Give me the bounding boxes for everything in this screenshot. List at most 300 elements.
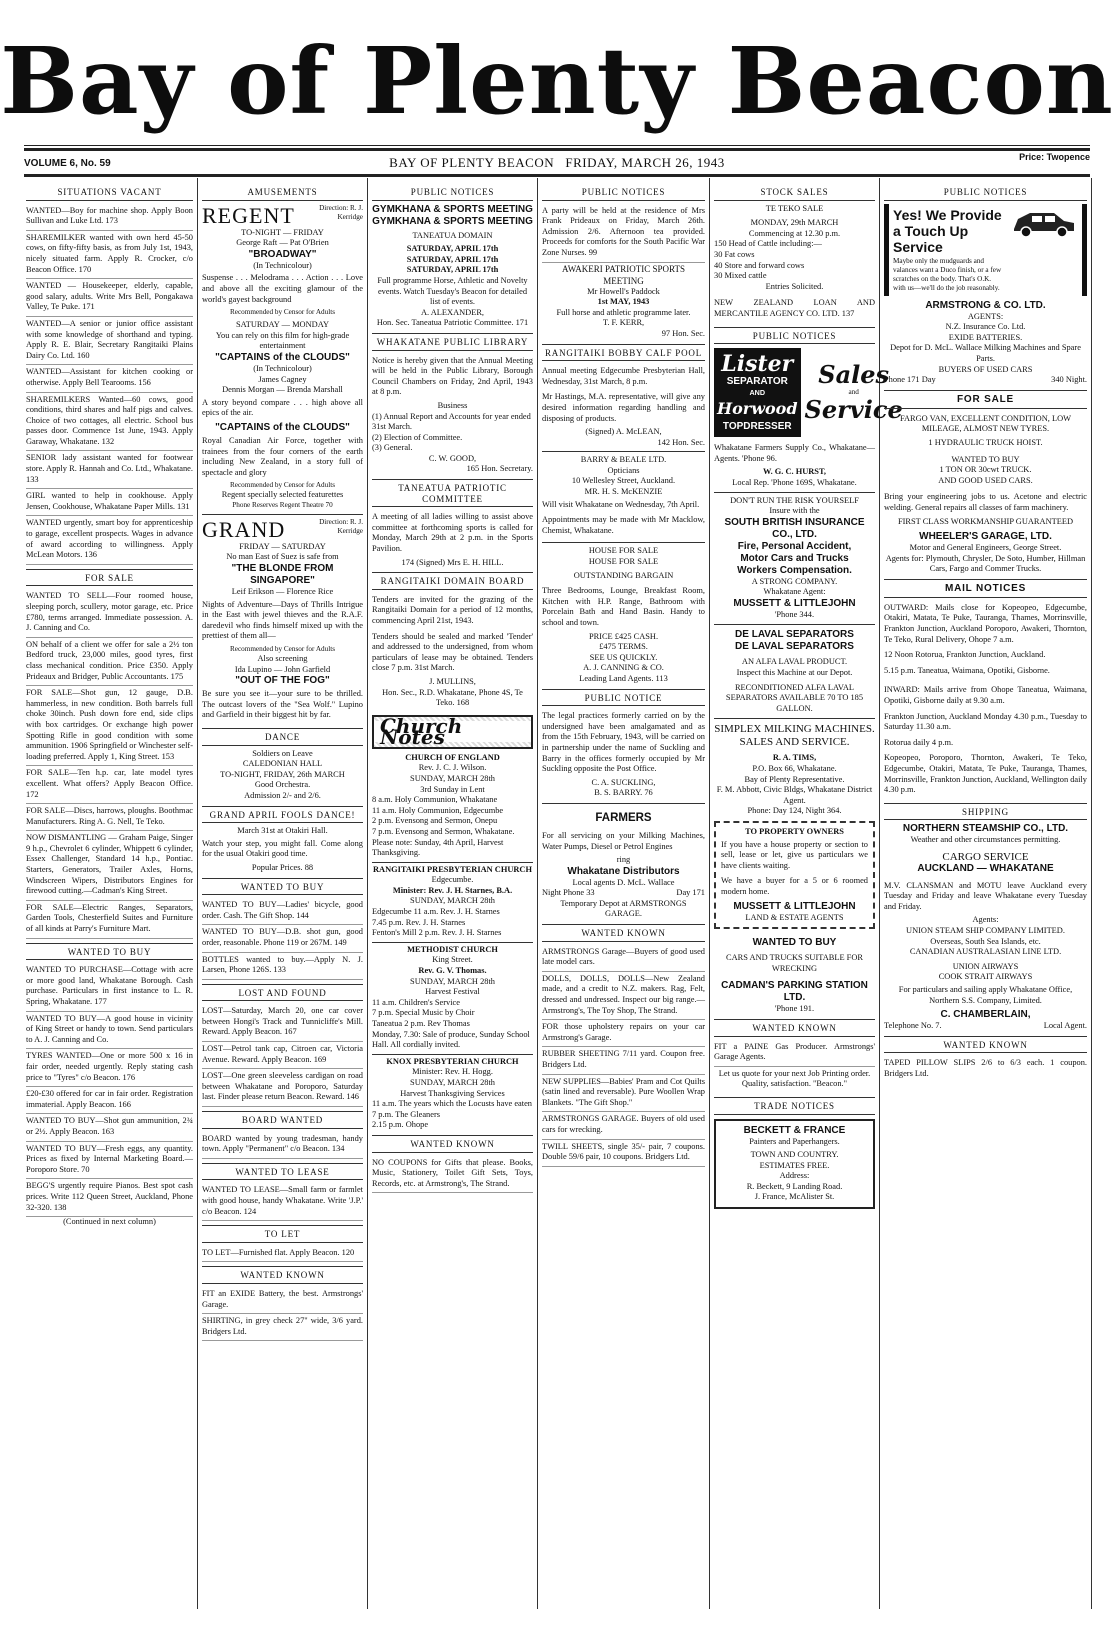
and-script: and [848, 388, 859, 397]
touch-up-headline: Yes! We Provide a Touch Up Service [893, 206, 1002, 255]
film-note: No man East of Suez is safe from [226, 552, 339, 562]
church-line: 7 p.m. The Gleaners [372, 1109, 440, 1119]
notice-line: AN ALFA LAVAL PRODUCT. [741, 657, 848, 667]
classified-ad: SHIRTING, in grey check 27" wide, 3/6 yard. Bridgers Ltd. [202, 1314, 363, 1341]
notice-line: For all servicing on your Milking Machines, Water Pumps, Diesel or Petrol Engines [542, 830, 705, 851]
notice-line: Whakatane Farmers Supply Co., Whakatane—Agents. 'Phone 96. [714, 443, 875, 463]
classified-ad: ARMSTRONGS GARAGE. Buyers of old used cars for wrecking. [542, 1112, 705, 1139]
classified-ad: RUBBER SHEETING 7/11 yard. Coupon free. Bridgers Ltd. [542, 1047, 705, 1074]
notice-line: F. M. Abbott, Civic Bldgs, Whakatane District Agent. [716, 785, 873, 805]
notice-line: Opticians [607, 465, 640, 475]
film-note: You can rely on this film for high-grade entertainment [215, 330, 350, 351]
stock-line: 30 Fat cows [714, 249, 755, 259]
church-line: Harvest Festival [425, 987, 480, 997]
night-phone: 340 Night. [1051, 375, 1087, 385]
notice-line: TANEATUA DOMAIN [412, 230, 493, 240]
church-notes-title: Church Notes [374, 721, 531, 742]
notice-heading: AWAKERI PATRIOTIC SPORTS MEETING [562, 263, 685, 286]
section-public-notices: PUBLIC NOTICES [542, 184, 705, 201]
notice-line: A party will be held at the residence of Mrs Frank Prideaux on Friday, March 26th. Admission 2/6. Afternoon tea provided. Proceeds for comforts for the South Pacific War Zone Nurses. 99 [542, 204, 705, 263]
lister-separator: SEPARATOR [726, 376, 788, 388]
notice-line: Tenders are invited for the grazing of the Rangitaiki Domain for a period of 12 months, commencing April 21st, 1943. [372, 594, 533, 625]
notice-line: A. ALEXANDER, [420, 307, 485, 317]
film-description: A story beyond compare . . . high above all epics of the air. [202, 397, 363, 418]
notice-line: CARS AND TRUCKS SUITABLE FOR WRECKING [726, 953, 863, 973]
masthead-rule-top [24, 145, 1090, 146]
church-line: Taneatua 2 p.m. Rev Thomas [372, 1019, 470, 1028]
notice-line: Motor and General Engineers, George Street. [909, 543, 1062, 553]
section-wanted-known: WANTED KNOWN [372, 1135, 533, 1153]
classified-ad: LOST—One green sleeveless cardigan on road between Whakatane and Poroporo, Saturday last. Finder please return Beacon. Reward. 146 [202, 1069, 363, 1107]
church-line: SUNDAY, MARCH 28th [410, 1077, 495, 1087]
local-agent: Local Agent. [1043, 1021, 1087, 1031]
section-wanted-to-buy: WANTED TO BUY [202, 878, 363, 896]
notice-line: UNION STEAM SHIP COMPANY LIMITED. [906, 925, 1065, 935]
lister-advert [714, 348, 903, 437]
continued-note: (Continued in next column) [63, 1217, 156, 1227]
notice-line: R. Beckett, 9 Landing Road. [746, 1181, 843, 1191]
agent-name: MUSSETT & LITTLEJOHN [733, 597, 856, 609]
section-for-sale: FOR SALE [884, 390, 1087, 409]
church-line: Fenton's Mill 2 p.m. Rev. J. H. Starnes [372, 928, 502, 938]
mail-line: INWARD: Mails arrive from Ohope Taneatua, Waimana, Opotiki, Gisborne daily at 9.30 a.m. [884, 685, 1087, 706]
notice-line: A. J. CANNING & CO. [583, 663, 664, 673]
film-title: "CAPTAINS of the CLOUDS" [215, 351, 350, 363]
notice-line: 165 Hon. Secretary. [466, 464, 533, 474]
touch-up-text: Maybe only the mudguards and valances want a Duco finish, or a few scratches on the body. That's O.K. with us—we'll do the job reasonably. [893, 256, 1002, 292]
stock-line: 40 Store and forward cows [714, 260, 805, 270]
classified-ad: FOR SALE—Ten h.p. car, late model tyres excellent. What offers? Apply Beacon Office. 172 [26, 766, 193, 804]
notice-line: UNION AIRWAYS [952, 961, 1019, 971]
delaval-heading: DE LAVAL SEPARATORS [735, 641, 854, 653]
agent-name: MUSSETT & LITTLEJOHN [733, 900, 856, 912]
cadmans-name: CADMAN'S PARKING STATION LTD. [721, 980, 868, 1004]
church-line: 2 p.m. Evensong and Sermon, Onepu [372, 816, 498, 826]
notice-line: Local agents D. McL. Wallace [572, 877, 675, 887]
classified-ad: BEGG'S urgently require Pianos. Best spot cash prices. Write 112 Queen Street, Auckland, Phone 32-320. 138 [26, 1179, 193, 1217]
notice-line: 10 Wellesley Street, Auckland. [571, 476, 676, 486]
distributor-name: Whakatane Distributors [567, 865, 680, 877]
church-line: King Street. [432, 955, 473, 965]
notice-line: Full programme Horse, Athletic and Novelty events. Watch Tuesday's Beacon for detailed list of events. [377, 275, 528, 307]
notice-line: SATURDAY, APRIL 17th [406, 265, 499, 275]
route: AUCKLAND — WHAKATANE [917, 862, 1054, 874]
notice-line: FIRST CLASS WORKMANSHIP GUARANTEED [897, 516, 1074, 526]
section-taneatua-patriotic: TANEATUA PATRIOTIC COMMITTEE [372, 479, 533, 507]
section-trade-notices: TRADE NOTICES [714, 1097, 875, 1115]
day-phone: Day 171 [676, 888, 705, 898]
notice-line: COOK STRAIT AIRWAYS [938, 972, 1033, 982]
church-line: Rev. G. V. Thomas. [418, 966, 487, 976]
notice-line: Weather and other circumstances permitting. [910, 835, 1061, 845]
classified-ad: WANTED TO BUY—Shot gun ammunition, 2¾ or 2½. Apply Beacon. 163 [26, 1114, 193, 1141]
notice-line: SATURDAY, APRIL 17th [406, 254, 499, 264]
lister-topdresser: TOPDRESSER [722, 421, 792, 433]
stock-line: Entries Solicited. [765, 281, 824, 291]
church-line: 7 p.m. Evensong and Sermon, Whakatane. [372, 826, 515, 836]
classified-ad: TYRES WANTED—One or more 500 x 16 in fair order, needed urgently. Reply stating cash price to "Tyres" c/o Beacon. 176 [26, 1049, 193, 1087]
section-domain-board: RANGITAIKI DOMAIN BOARD [372, 572, 533, 590]
section-public-notices: PUBLIC NOTICES [372, 184, 533, 201]
dateline [24, 152, 1090, 174]
notice-line: If you have a house property or section to sell, lease or let, give us particulars we have clients waiting. [721, 839, 868, 870]
simplex-heading: SIMPLEX MILKING MACHINES. [714, 718, 875, 736]
column-6 [880, 178, 1092, 1609]
classified-ad: GIRL wanted to help in cookhouse. Apply Jensen, Cookhouse, Whakatane Paper Mills. 131 [26, 489, 193, 516]
classified-ad: FOR SALE—Electric Ranges, Separators, Garden Tools, Chesterfield Suites and Furniture of all kinds at Parry's Furniture Mart. [26, 901, 193, 939]
night-phone: Night Phone 33 [542, 888, 595, 898]
classified-ad: WANTED — Housekeeper, elderly, capable, good salary, adults. Write Mrs Bell, Pongakawa Valley, Te Puke. 171 [26, 279, 193, 317]
stock-line: 150 Head of Cattle including:— [714, 239, 822, 249]
notice-line: Business [437, 400, 468, 410]
censor-note: Recommended by Censor for Adults [229, 481, 335, 490]
notice-line: P.O. Box 66, Whakatane. [752, 764, 837, 774]
church-line: Minister: Rev. J. H. Starnes, B.A. [392, 885, 513, 895]
notice-line: TOWN AND COUNTRY. [750, 1150, 839, 1160]
notice-line: (3) General. [372, 443, 413, 453]
church-line: Edgecumbe. [431, 875, 474, 885]
notice-line: Mr Howell's Paddock [587, 286, 660, 296]
church-heading: CHURCH OF ENGLAND [405, 752, 500, 762]
property-owners-box [714, 821, 875, 929]
notice-line: 1 HYDRAULIC TRUCK HOIST. [928, 437, 1043, 447]
firm-name: BECKETT & FRANCE [743, 1124, 846, 1136]
censor-note: Recommended by Censor for Adults [229, 645, 335, 654]
notice-line: CARGO SERVICE [942, 850, 1029, 863]
mail-line: Kopeopeo, Poroporo, Thornton, Awakeri, Te Teko, Edgecumbe, Otakiri, Matata, Te Puke, Tauranga, Thames, Morrinsville, Frankton Junction, Auckland, Wellington daily 4.30 p.m. [884, 753, 1087, 795]
notice-line: A meeting of all ladies willing to assist above committee at forthcoming sports is called for Monday, March 29th at 2 p.m. in the Sports Pavilion. [372, 512, 533, 554]
censor-note: Recommended by Censor for Adults [229, 308, 335, 317]
mail-line: 5.15 p.m. Taneatua, Waimana, Opotiki, Gisborne. [884, 665, 1050, 675]
church-line: SUNDAY, MARCH 28th [410, 976, 495, 986]
beckett-france-box [714, 1119, 875, 1210]
church-line: Please note: Sunday, 4th April, Harvest Thanksgiving. [372, 837, 504, 858]
classified-ad: WANTED TO BUY—A good house in vicinity of King Street or handy to town. Send particulars to A. J. Canning and Co. [26, 1012, 193, 1050]
notice-line: SEE US QUICKLY. [589, 652, 658, 662]
classified-ad: FIT an EXIDE Battery, the best. Armstrongs' Garage. [202, 1287, 363, 1314]
church-line: Harvest Thanksgiving Services [400, 1088, 505, 1098]
classified-ad: SHAREMILKER wanted with own herd 45-50 cows, on fifty-fifty basis, as from July 1st, 1943, nicely situated farm. Apply R. Crocker, c/o Beacon Office. 170 [26, 231, 193, 279]
notice-line: Insure with the [769, 506, 820, 516]
armstrong-name: ARMSTRONG & CO. LTD. [925, 299, 1046, 311]
notice-line: PRICE £425 CASH. [588, 631, 659, 641]
dance-line: March 31st at Otakiri Hall. [237, 826, 328, 836]
section-wanted-to-lease: WANTED TO LEASE [202, 1163, 363, 1181]
classified-ad: NO COUPONS for Gifts that please. Books, Music, Stationery, Toilet Gift Sets, Toys, Records, etc. at Armstrong's, The Strand. [372, 1156, 533, 1194]
section-calf-pool: RANGITAIKI BOBBY CALF POOL [542, 344, 705, 362]
notice-line: Bay of Plenty Representative. [744, 774, 845, 784]
notice-line: 97 Hon. Sec. [661, 328, 705, 338]
film-description: Suspense . . . Melodrama . . . Action . . . Love and above all the exciting glamour of the world's gayest background [202, 273, 363, 304]
notice-line: EXIDE BATTERIES. [948, 332, 1023, 342]
classified-ad: NOW DISMANTLING — Graham Paige, Singer 9 h.p., Chevrolet 6 cylinder, Whippett 6 cylinder, Essex Challenger, Standard 14 h.p., Pontiac. Starters, Generators, Trailer Axles, Horns, Windscreen Wipers, Distributors Engines for firewood cutting.—Cadman's King Street. [26, 831, 193, 901]
masthead-rule-thick [24, 148, 1090, 151]
notice-line: 1st MAY, 1943 [597, 297, 650, 307]
insurer-name: SOUTH BRITISH INSURANCE CO., LTD. [724, 516, 865, 540]
simplex-heading: SALES AND SERVICE. [739, 736, 850, 749]
section-library: WHAKATANE PUBLIC LIBRARY [372, 333, 533, 351]
dateline-rule [24, 174, 1090, 177]
notice-line: WANTED TO BUY [951, 454, 1020, 464]
stock-line: NEW ZEALAND LOAN AND MERCANTILE AGENCY CO. LTD. 137 [714, 298, 875, 318]
film-note: Regent specially selected featurettes [221, 490, 344, 500]
section-situations-vacant: SITUATIONS VACANT [26, 184, 193, 201]
notice-line: Will visit Whakatane on Wednesday, 7th April. [542, 499, 700, 509]
classified-ad: WANTED TO LEASE—Small farm or farmlet with good house, handy Whakatane. Write 'J.P.' c/o Beacon. 124 [202, 1183, 363, 1221]
masthead [0, 0, 1114, 150]
classified-ad: FOR SALE—Discs, harrows, ploughs. Boothmac Manufacturers. Ring A. G. Nell, Te Teko. [26, 804, 193, 831]
mail-line: 12 Noon Rotorua, Frankton Junction, Auckland. [884, 650, 1046, 660]
lister-logo: Lister [721, 351, 794, 378]
section-public-notices: PUBLIC NOTICES [884, 184, 1087, 201]
classified-ad: FIT a PAINE Gas Producer. Armstrongs' Garage Agents. [714, 1040, 875, 1067]
notice-line: The legal practices formerly carried on by the undersigned have been amalgamated and as from the 15th February, 1943, will be carried on in partnership under the name of Suckling and Barry in the offices formerly occupied by Mr Suckling opposite the Post Office. [542, 711, 705, 774]
notice-line: Local Rep. 'Phone 169S, Whakatane. [732, 477, 857, 487]
notice-line: We have a buyer for a 5 or 6 roomed modern home. [721, 876, 868, 896]
notice-line: Overseas, South Sea Islands, etc. [930, 936, 1041, 946]
section-for-sale: FOR SALE [26, 569, 193, 587]
section-wanted-known: WANTED KNOWN [884, 1036, 1087, 1054]
classified-ad: WANTED TO BUY—Fresh eggs, any quantity. Prices as fixed by Internal Marketing Board.—Poroporo Store. 70 [26, 1142, 193, 1180]
notice-line: Annual meeting Edgecumbe Presbyterian Hall, Wednesday, 31st March, 8 p.m. [542, 366, 705, 386]
notice-line: LAND & ESTATE AGENTS [745, 912, 844, 922]
church-line: SUNDAY, MARCH 28th [410, 896, 495, 906]
mail-line: Frankton Junction, Auckland Monday 4.30 p.m., Tuesday to Saturday 11.30 a.m. [884, 711, 1087, 732]
notice-line: B. S. BARRY. 76 [594, 788, 653, 798]
classified-ad: FOR SALE—Shot gun, 12 gauge, D.B. hammerless, in new condition. Both barrels full choke 30inch. Push down fore end, side clips with box cartridges. Or exchange high power Spotting Rifle in good condition with some ammunition. 1906 Springfield or Winchester self-loading preferred. Apply 1, King Street. 153 [26, 686, 193, 766]
notice-heading: GYMKHANA & SPORTS MEETING [372, 203, 533, 215]
notice-heading: TO PROPERTY OWNERS [745, 827, 844, 836]
notice-line: Inspect this Machine at our Depot. [736, 668, 853, 678]
classified-ad: WANTED—Assistant for kitchen cooking or otherwise. Apply Bell Tearooms. 156 [26, 365, 193, 392]
classified-ad: BOTTLES wanted to buy.—Apply N. J. Larsen, Phone 126S. 133 [202, 953, 363, 980]
church-line: Monday, 7.30: Sale of produce, Sunday School Hall. All cordially invited. [372, 1029, 530, 1050]
classified-ad: FOR those upholstery repairs on your car Armstrong's Garage. [542, 1020, 705, 1047]
notice-line: 174 (Signed) Mrs E. H. HILL. [401, 557, 504, 567]
church-line: 11 a.m. The years which the Locusts have eaten [372, 1099, 532, 1109]
stock-line: MONDAY, 29th MARCH [750, 218, 839, 228]
cast: Ida Lupino — John Garfield [234, 664, 331, 674]
section-wanted-known: WANTED KNOWN [202, 1266, 363, 1284]
section-stock-sales: STOCK SALES [714, 184, 875, 201]
classified-ad: WANTED—Boy for machine shop. Apply Boon Sullivan and Luke Ltd. 173 [26, 204, 193, 231]
dance-line: Good Orchestra. [254, 780, 311, 790]
classified-ad: SENIOR lady assistant wanted for footwear store. Apply R. Hannah and Co. Ltd., Whakatane. 133 [26, 451, 193, 489]
notice-heading: GYMKHANA & SPORTS MEETING [372, 215, 533, 227]
notice-line: (Signed) A. McLEAN, [585, 427, 662, 437]
section-wanted-known: WANTED KNOWN [714, 1019, 875, 1037]
classified-ad: BOARD wanted by young tradesman, handy town. Apply "Permanent" c/o Beacon. 134 [202, 1132, 363, 1159]
delaval-heading: DE LAVAL SEPARATORS [714, 624, 875, 641]
column-3 [368, 178, 538, 1609]
shipping-company: NORTHERN STEAMSHIP CO., LTD. [902, 823, 1069, 835]
section-mail-notices: MAIL NOTICES [884, 579, 1087, 598]
regent-theatre: REGENT [202, 202, 295, 228]
insurance-line: Fire, Personal Accident, [737, 540, 852, 552]
notice-line: For particulars and sailing apply Whakatane Office, Northern S.S. Company, Limited. [898, 984, 1073, 1005]
notice-line: Full horse and athletic programme later. [556, 307, 691, 317]
notice-line: FARGO VAN, EXCELLENT CONDITION, LOW MILEAGE, ALMOST NEW TYRES. [899, 413, 1072, 434]
notice-line: R. A. TIMS, [772, 753, 817, 763]
notice-line: MR. H. S. McKENZIE [584, 487, 663, 497]
insurance-line: Motor Cars and Trucks [740, 552, 849, 564]
film-title: "THE BLONDE FROM SINGAPORE" [231, 563, 334, 587]
dance-line: TO-NIGHT, FRIDAY, 26th MARCH [220, 769, 345, 779]
notice-line: AGENTS: [967, 311, 1004, 321]
notice-line: M.V. CLANSMAN and MOTU leave Auckland every Tuesday and Friday and leave Whakatane every Tuesday and Friday. [884, 880, 1087, 911]
telephone: Telephone No. 7. [884, 1021, 942, 1031]
notice-line: 1 TON OR 30cwt TRUCK. [939, 465, 1032, 475]
notice-line: Depot for D. McL. Wallace Milking Machines and Spare Parts. [890, 343, 1081, 363]
church-line: 7.45 p.m. Rev. J. H. Starnes [372, 917, 466, 927]
film-description: Be sure you see it—your sure to be thrilled. The outcast lovers of the "Sea Wolf." Lupino and Garfield in their biggest hit by far. [202, 689, 363, 720]
paper-name: BAY OF PLENTY BEACON [389, 155, 555, 170]
service-script: Service [804, 395, 903, 425]
dance-line: CALEDONIAN HALL [242, 759, 323, 769]
insurance-line: Workers Compensation. [737, 564, 852, 576]
section-board-wanted: BOARD WANTED [202, 1111, 363, 1129]
car-icon [1008, 207, 1078, 239]
section-dance: DANCE [202, 728, 363, 746]
church-line: 3rd Sunday in Lent [420, 784, 485, 794]
notice-line: Agents for: Plymouth, Chrysler, De Soto, Humber, Hillman Cars, Fargo and Commer Trucks. [885, 553, 1086, 574]
day-phone: Phone 171 Day [884, 375, 936, 385]
classified-ad: SHAREMILKERS Wanted—60 cows, good conditions, third shares and half pigs and calves. Choice of two cottages, all electric. School bus passes door. Commence 1st June, 1943. Apply Garaway, Whakatane. 132 [26, 393, 193, 452]
notice-line: Appointments may be made with Mr Macklow, Chemist, Whakatane. [542, 515, 705, 535]
church-heading: RANGITAIKI PRESBYTERIAN CHURCH [372, 862, 533, 876]
classified-ad: WANTED urgently, smart boy for apprenticeship to garage, excellent prospects. Wages in advance of award according to willingness. Apply McLean Motors. 136 [26, 516, 193, 564]
classified-ad: ARMSTRONGS Garage—Buyers of good used late model cars. [542, 945, 705, 972]
film-note: Also screening [257, 654, 308, 664]
phone-note: Phone Reserves Regent Theatre 70 [232, 500, 333, 509]
show-time: FRIDAY — SATURDAY [239, 541, 326, 551]
notice-line: Three Bedrooms, Lounge, Breakfast Room, Kitchen with H.P. Range, Bathroom with Porcelain Bath and Hand Basin. Handy to school and town. [542, 586, 705, 627]
classified-ad: TAPED PILLOW SLIPS 2/6 to 6/3 each. 1 coupon. Bridgers Ltd. [884, 1058, 1087, 1078]
church-notes-banner [372, 715, 533, 749]
notice-line: Whakatane Agent: [763, 587, 826, 597]
classified-ad: WANTED TO PURCHASE—Cottage with acre or more good land, Whakatane Borough. Cash purchase. Particulars in first instance to L. R. Spring, Whakatane. 177 [26, 963, 193, 1011]
notice-line: (1) Annual Report and Accounts for year ended 31st March. [372, 411, 531, 432]
church-line: 11 a.m. Children's Service [372, 997, 460, 1007]
notice-line: CANADIAN AUSTRALASIAN LINE LTD. [909, 947, 1062, 957]
film-description: Nights of Adventure—Days of Thrills Intrigue in the East with jewel thieves and the R.A.F. daredevil who finds himself mixed up with the prettiest of them all— [202, 599, 363, 641]
show-time: TO-NIGHT — FRIDAY [241, 227, 324, 237]
film-title: "OUT OF THE FOG" [235, 675, 330, 687]
section-fools-dance: GRAND APRIL FOOLS DANCE! [202, 806, 363, 824]
notice-line: W. G. C. HURST, [762, 467, 827, 477]
classified-ad: TO LET—Furnished flat. Apply Beacon. 120 [202, 1246, 363, 1263]
church-line: Minister: Rev. H. Hogg. [412, 1067, 493, 1077]
section-wanted-known: WANTED KNOWN [542, 924, 705, 942]
classified-ad: Let us quote for your next Job Printing order. Quality, satisfaction. "Beacon." [718, 1068, 871, 1089]
cast: Leif Erikson — Florence Rice [231, 587, 334, 597]
dance-line: Admission 2/- and 2/6. [244, 790, 321, 800]
notice-line: T. F. KERR, [602, 318, 645, 328]
section-lost-found: LOST AND FOUND [202, 984, 363, 1002]
issue-date: FRIDAY, MARCH 26, 1943 [565, 155, 725, 170]
notice-line: N.Z. Insurance Co. Ltd. [945, 322, 1026, 332]
notice-line: Mr Hastings, M.A. representative, will give any desired information regarding handling and disposing of products. [542, 392, 705, 423]
mail-line: OUTWARD: Mails close for Kopeopeo, Edgecumbe, Otakiri, Matata, Te Puke, Tauranga, Thames, Morrinsville, Frankton Junction, Auckland Poroporo, Awakeri, Thornton, Te Teko, Rural Delivery, Ohope 7 a.m. [884, 602, 1087, 644]
classified-ad: WANTED TO BUY—Ladies' bicycle, good order. Cash. The Gift Shop. 144 [202, 898, 363, 925]
church-line: 7 p.m. Special Music by Choir [372, 1008, 475, 1018]
notice-line: 'Phone 191. [774, 1004, 815, 1014]
section-shipping: SHIPPING [884, 803, 1087, 821]
optician-name: BARRY & BEALE LTD. [542, 451, 705, 466]
horwood-logo: Horwood [717, 399, 798, 419]
section-public-notices: PUBLIC NOTICES [714, 327, 875, 345]
church-heading: KNOX PRESBYTERIAN CHURCH [372, 1054, 533, 1068]
notice-line: 'Phone 344. [774, 609, 815, 619]
notice-line: C. W. GOOD, [428, 453, 477, 463]
show-time: SATURDAY — MONDAY [235, 320, 330, 330]
church-heading: METHODIST CHURCH [372, 942, 533, 956]
notice-line: C. A. SUCKLING, [591, 777, 656, 787]
notice-line: J. MULLINS, [429, 676, 476, 686]
volume-number: VOLUME 6, No. 59 [24, 158, 111, 169]
dance-line: Watch your step, you might fall. Come along for the usual Otakiri good time. [202, 838, 363, 859]
notice-line: Bring your engineering jobs to us. Acetone and electric welding. General repairs all classes of farm machinery. [884, 492, 1087, 512]
cast: George Raft — Pat O'Brien [236, 238, 329, 248]
lister-and: AND [749, 388, 766, 398]
notice-line: J. France, McAlister St. [754, 1192, 835, 1202]
insurance-tagline: DON'T RUN THE RISK YOURSELF [714, 492, 875, 507]
stock-line: 30 Mixed cattle [714, 271, 767, 281]
classified-ad: TWILL SHEETS, single 35/- pair, 7 coupons. Double 59/6 pair, 10 coupons. Bridgers Ltd. [542, 1140, 705, 1167]
cast: James Cagney [258, 374, 307, 384]
classified-ad: WANTED TO SELL—Four roomed house, sleeping porch, scullery, motor garage, etc. Price £780, terms arranged. Immediate possession. A. J. Canning and Co. [26, 589, 193, 637]
sales-script: Sales [818, 360, 890, 390]
church-line: Rev. J. C. J. Wilson. [418, 763, 487, 773]
stock-line: Commencing at 12.30 p.m. [748, 228, 841, 238]
classified-ad: ON behalf of a client we offer for sale a 2½ ton Bedford truck, 23,000 miles, good tyres, first class mechanical condition. Price £350. Apply Prideaux and Bridger, Public Accountants. 175 [26, 638, 193, 686]
section-wanted-to-buy: WANTED TO BUY [26, 943, 193, 961]
film-description: Royal Canadian Air Force, together with trainees from the four corners of the earth including New Zealand, in a story full of spectacle and glory [202, 435, 363, 477]
notice-line: Painters and Paperhangers. [749, 1136, 840, 1146]
dance-line: Popular Prices. 88 [251, 862, 314, 872]
newspaper-title: Bay of Plenty Beacon [0, 27, 1114, 135]
column-4 [538, 178, 710, 1609]
classified-ad: DOLLS, DOLLS, DOLLS—New Zealand made, and a credit to N.Z. makers. Rag, Felt, dressed and undressed. Inspect our big range.—Armstrong's, The Toy Shop, The Strand. [542, 972, 705, 1020]
classified-ad: WANTED TO BUY—D.B. shot gun, good order, reasonable. Phone 119 or 267M. 149 [202, 925, 363, 952]
notice-line: AND GOOD USED CARS. [938, 475, 1033, 485]
notice-line: A STRONG COMPANY. [751, 576, 838, 586]
column-2 [198, 178, 368, 1609]
notice-line: 142 Hon. Sec. [657, 437, 705, 447]
section-amusements: AMUSEMENTS [202, 184, 363, 201]
classified-ad: LOST—Petrol tank cap, Citroen car, Victoria Avenue. Reward. Apply Beacon. 169 [202, 1042, 363, 1069]
touch-up-advert [884, 204, 1087, 296]
notice-line: Temporary Depot at ARMSTRONGS GARAGE. [560, 898, 687, 919]
column-5 [710, 178, 903, 1609]
wheelers-name: WHEELER'S GARAGE, LTD. [919, 531, 1052, 543]
notice-line: Leading Land Agents. 113 [579, 673, 668, 683]
church-line: 2.15 p.m. Ohope [372, 1120, 429, 1130]
classified-ad: NEW SUPPLIES—Babies' Pram and Cot Quilts (satin lined and reversable). Pure Woollen Wrap Blankets. "The Gift Shop." [542, 1075, 705, 1113]
notice-line: SATURDAY, APRIL 17th [406, 244, 499, 254]
notice-heading: HOUSE FOR SALE [542, 542, 705, 557]
notice-line: Notice is hereby given that the Annual Meeting will be held in the Public Library, Borough Council Chambers on Friday, 2nd April, 1943 at 8 p.m. [372, 355, 533, 397]
wanted-heading: WANTED TO BUY [752, 937, 837, 949]
notice-line: £475 TERMS. [599, 642, 648, 652]
church-line: Edgecumbe 11 a.m. Rev. J. H. Starnes [372, 907, 500, 917]
section-public-notice: PUBLIC NOTICE [542, 689, 705, 707]
notice-line: RECONDITIONED ALFA LAVAL SEPARATORS AVAILABLE 70 TO 185 GALLON. [725, 682, 864, 713]
farmers-heading: FARMERS [542, 803, 705, 825]
church-line: 8 a.m. Holy Communion, Whakatane [372, 795, 498, 805]
mail-line: Rotorua daily 4 p.m. [884, 737, 954, 747]
grand-direction: Direction: R. J. Kerridge [319, 517, 363, 535]
